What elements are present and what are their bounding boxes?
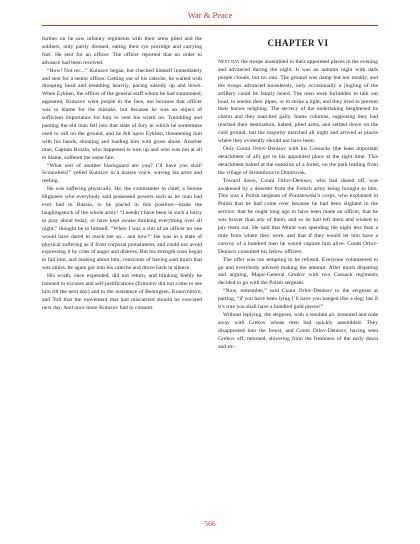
paragraph: His wrath, once expended, did not return, and blinking feebly he listened to excuses and self-justifications (Ermolov did not come to see him till the next day) and to the insistence of Bennigsen, Konovnitsyn, and Toll that the movement that had miscarried should be executed next day. And once more Kutuzov had to consent. (42, 273, 202, 311)
opening-words: Next day (218, 59, 240, 65)
chapter-heading: CHAPTER VI (267, 38, 329, 48)
running-title: War & Peace (187, 10, 233, 20)
paragraph: The offer was too tempting to be refused. Everyone volunteered to go and everybody advised making the attempt. After much disputing and arguing, Major-General Grekov with two Cossack regiments decided to go with the Polish sergeant. (218, 256, 378, 287)
paragraph: Without replying, the sergeant, with a resolute air, mounted and rode away with Grekov whose men had quickly assembled. They disappeared into the forest, and Count Orlov-Denisov, having seen Grekov off, returned, shivering from the freshness of the early dawn and ex- (218, 312, 378, 350)
paragraph: further on he saw infantry regiments with their arms piled and the soldiers, only partly dressed, eating their rye porridge and carrying fuel. He sent for an officer. The officer reported that no order to advance had been received. (42, 36, 202, 66)
paragraph: “How! Not rec...” Kutuzov began, but checked himself immediately and sent for a senior officer. Getting out of his caleche, he waited with drooping head and breathing heavily, pacing silently up and down. When Eykhen, the officer of the general staff whom he had summoned, appeared, Kutuzov went purple in the face, not because that officer was to blame for the mistake, but because he was an object of sufficient importance for him to vent his wrath on. Trembling and panting the old man fell into that state of fury in which he sometimes used to roll on the ground, and he fell upon Eykhen, threatening him with his hands, shouting and loading him with gross abuse. Another man, Captain Brozin, who happened to turn up and who was not at all to blame, suffered the same fate. (42, 67, 202, 161)
paragraph: “Now, remember,” said Count Orlov-Denisov to the sergeant at parting, “if you have been lying I’ll have you hanged like a dog; but if it’s true you shall have a hundred gold pieces!” (218, 288, 378, 311)
header-rule (42, 25, 378, 26)
paragraph: “What sort of another blackguard are you? I’ll have you shot! Scoundrels!” yelled Kutuzov in a hoarse voice, waving his arms and reeling. (42, 162, 202, 185)
paragraph: Only Count Orlov-Denisov with his Cossacks (the least important detachment of all) got to his appointed place at the right time. This detachment halted at the outskirts of a forest, on the path leading from the village of Stromilova to Dmitrovsk. (218, 145, 378, 176)
page-number: 566 (204, 519, 216, 528)
left-column (42, 36, 202, 313)
opening-paragraph (218, 59, 378, 146)
opening-paragraph-text: the troops assembled in their appointed places in the evening and advanced during the night. It was an autumn night with dark purple clouds, but no rain. The ground was damp but not muddy, and the troops advanced noiselessly, only occasionally a jingling of the artillery could be faintly heard. The men were forbidden to talk out loud, to smoke their pipes, or to strike a light, and they tried to prevent their horses neighing. The secrecy of the undertaking heightened its charm and they marched gaily. Some columns, supposing they had reached their destination, halted, piled arms, and settled down on the cold ground, but the majority marched all night and arrived at places where they evidently should not have been. (218, 59, 378, 145)
right-column (218, 36, 378, 352)
paragraph: He was suffering physically. He, the commander in chief, a Serene Highness who everybody said possessed powers such as no man had ever had in Russia, to be placed in this position—made the laughingstock of the whole army! “I needn’t have been in such a hurry to pray about today, or have kept awake thinking everything over all night,” thought he to himself. “When I was a chit of an officer no one would have dared to mock me so... and now!” He was in a state of physical suffering as if from corporal punishment, and could not avoid expressing it by cries of anger and distress. But his strength soon began to fail him, and looking about him, conscious of having said much that was amiss, he again got into his caleche and drove back in silence. (42, 186, 202, 272)
paragraph: Toward dawn, Count Orlov-Denisov, who had dozed off, was awakened by a deserter from the French army being brought to him. This was a Polish sergeant of Poniatowski’s corps, who explained in Polish that he had come over because he had been slighted in the service: that he ought long ago to have been made an officer, that he was braver than any of them, and so he had left them and wished to pay them out. He said that Murat was spending the night less than a mile from where they were, and that if they would let him have a convoy of a hundred men he would capture him alive. Count Orlov-Denisov consulted his fellow officers. (218, 177, 378, 255)
